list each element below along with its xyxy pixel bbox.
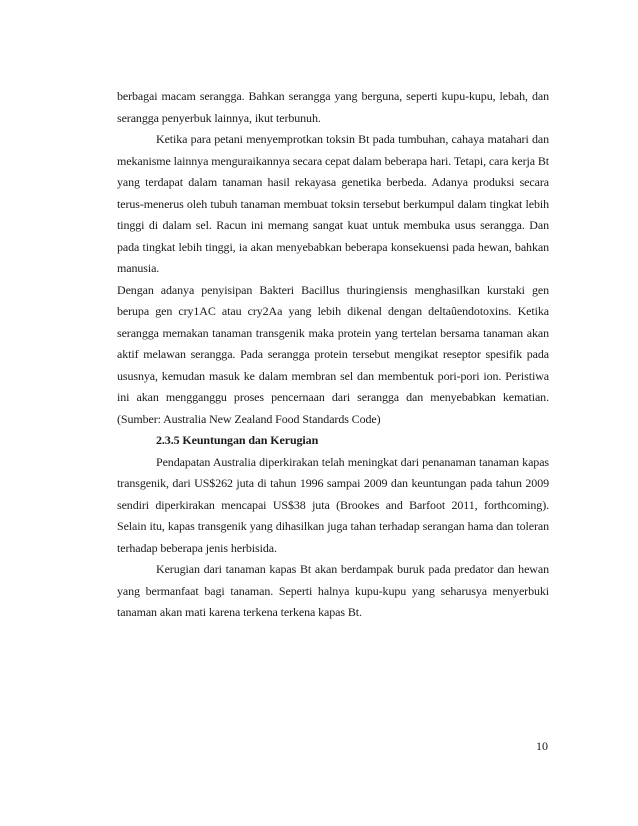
paragraph-kerugian: Kerugian dari tanaman kapas Bt akan berdampak buruk pada predator dan hewan yang bermanfaat bagi tanaman. Seperti halnya kupu-kupu yang seharusya menyerbuki tanaman akan mati karena terkena terkena kapas Bt. — [117, 562, 549, 619]
paragraph-bacillus: Dengan adanya penyisipan Bakteri Bacillus thuringiensis menghasilkan kurstaki gen berupa gen cry1AC atau cry2Aa yang lebih dikenal dengan deltaûendotoxins. Ketika serangga memakan tanaman transgenik maka protein yang tertelan bersama tanaman akan aktif melawan serangga. Pada serangga protein tersebut mengikat reseptor spesifik pada ususnya, kemudan masuk ke dalam membran sel dan membentuk pori-pori ion. Peristiwa ini akan mengganggu proses pencernaan dari serangga dan menyebabkan kematian. (Sumber: Australia New Zealand Food Standards Code) — [117, 282, 549, 426]
paragraph-keuntungan: Pendapatan Australia diperkirakan telah meningkat dari penanaman tanaman kapas transgenik, dari US$262 juta di tahun 1996 sampai 2009 dan keuntungan pada tahun 2009 sendiri diperkirakan mencapai US$38 juta (Brookes and Barfoot 2011, forthcoming). Selain itu, kapas transgenik yang dihasilkan juga tahan terhadap serangan hama dan toleran terhadap beberapa jenis herbisida. — [117, 454, 549, 555]
body-text — [117, 86, 549, 624]
paragraph-continuation: berbagai macam serangga. Bahkan serangga yang berguna, seperti kupu-kupu, lebah, dan serangga penyerbuk lainnya, ikut terbunuh. — [117, 89, 549, 125]
paragraph-bt-toxin: Ketika para petani menyemprotkan toksin Bt pada tumbuhan, cahaya matahari dan mekanisme lainnya menguraikannya secara cepat dalam beberapa hari. Tetapi, cara kerja Bt yang terdapat dalam tanaman hasil rekayasa genetika berbeda. Adanya produksi secara terus-menerus oleh tubuh tanaman membuat toksin tersebut berkumpul dalam tingkat lebih tinggi di dalam sel. Racun ini memang sangat kuat untuk membuka usus serangga. Dan pada tingkat lebih tinggi, ia akan menyebabkan beberapa konsekuensi pada hewan, bahkan manusia. — [117, 132, 549, 275]
section-heading: 2.3.5 Keuntungan dan Kerugian — [156, 433, 319, 447]
page-number: 10 — [536, 739, 548, 753]
